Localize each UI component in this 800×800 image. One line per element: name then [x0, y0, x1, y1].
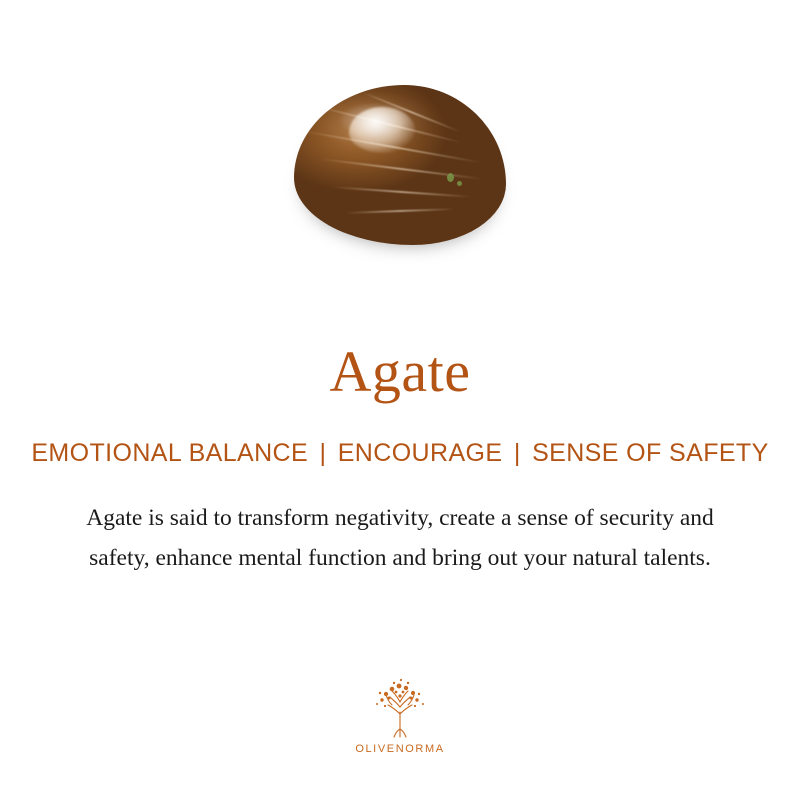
agate-stone-image	[294, 85, 506, 245]
stone-band	[345, 208, 455, 214]
benefit-separator: |	[319, 438, 327, 467]
stone-band	[332, 186, 472, 198]
stone-band	[320, 158, 484, 180]
benefit-item-2: ENCOURAGE	[337, 438, 503, 467]
stone-inclusion	[457, 181, 462, 186]
benefit-item-3: SENSE OF SAFETY	[532, 438, 769, 467]
benefits-line	[31, 439, 768, 468]
stone-image-area	[0, 0, 800, 320]
product-description: Agate is said to transform negativity, create a sense of security and safety, enhance mental function and bring out your natural talents.	[86, 504, 714, 572]
benefit-separator: |	[513, 438, 521, 467]
tree-of-life-icon	[368, 674, 432, 740]
brand-logo	[355, 674, 444, 755]
page-title: Agate	[329, 339, 471, 404]
stone-inclusion	[447, 173, 454, 182]
benefit-item-1: EMOTIONAL BALANCE	[31, 438, 309, 467]
brand-name: OLIVENORMA	[355, 743, 445, 756]
stone-highlight	[349, 107, 415, 153]
